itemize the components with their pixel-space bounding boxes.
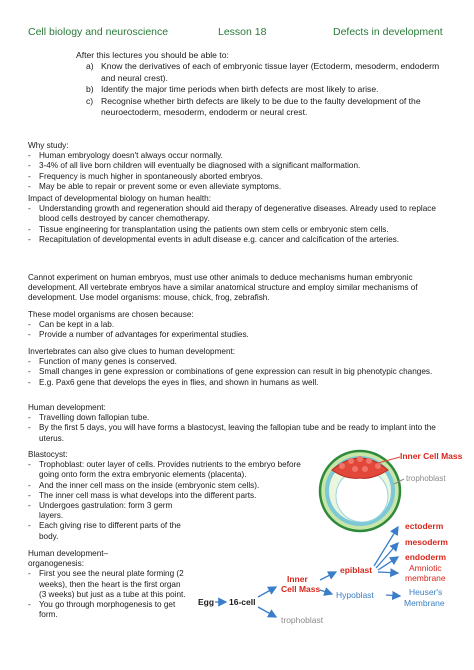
- egg-label: Egg: [198, 597, 215, 607]
- blastocyst-illustration: [320, 451, 463, 531]
- section-heading: Invertebrates can also give clues to human development:: [28, 347, 236, 356]
- objective-item: [76, 96, 446, 119]
- bullet-item: - And the inner cell mass on the inside (embryonic stem cells).: [28, 481, 318, 491]
- arrow: [386, 595, 400, 596]
- amniotic-membrane-label: Amniotic: [409, 563, 442, 573]
- section-heading: Blastocyst:: [28, 450, 68, 459]
- trophoblast-layer: [327, 458, 393, 524]
- header-course: Cell biology and neuroscience: [28, 26, 169, 38]
- arrow: [378, 572, 398, 573]
- trophoblast-label: trophoblast: [406, 474, 446, 483]
- endoderm-label: endoderm: [405, 552, 447, 562]
- section-blastocyst: [28, 450, 318, 542]
- objectives-intro: After this lectures you should be able to:: [76, 50, 229, 60]
- inner-cell-mass-label: Inner: [287, 574, 308, 584]
- bullet-item: - Understanding growth and regeneration should aid therapy of degenerative diseases. Already used to replace blood cells destroyed by cancer chemotherapy.: [28, 204, 448, 224]
- heusers-membrane-label: Heuser's: [409, 587, 443, 597]
- objective-item: [76, 61, 446, 84]
- section-why-study: [28, 141, 448, 192]
- section-heading: Impact of developmental biology on human health:: [28, 194, 211, 203]
- objective-text: Know the derivatives of each of embryonic tissue layer (Ectoderm, mesoderm, endoderm and neural crest).: [101, 61, 440, 83]
- section-heading: Human development:: [28, 403, 106, 412]
- hypoblast-label: Hypoblast: [336, 590, 374, 600]
- section-model-rationale: [28, 273, 448, 304]
- bullet-item: - The inner cell mass is what develops into the different parts.: [28, 491, 318, 501]
- bullet-item: - Undergoes gastrulation: form 3 germ layers.: [28, 501, 189, 521]
- objective-item: [76, 84, 446, 95]
- bullet-item: - Frequency is much higher in spontaneously aborted embryos.: [28, 172, 448, 182]
- bullet-item: - Provide a number of advantages for experimental studies.: [28, 330, 448, 340]
- bullet-item: - Function of many genes is conserved.: [28, 357, 448, 367]
- objective-text: Recognise whether birth defects are likely to be due to the faulty development of the neuroectoderm, mesoderm, endoderm or neural crest.: [101, 95, 421, 118]
- bullet-item: - By the first 5 days, you will have forms a blastocyst, leaving the fallopian tube and be ready to implant into the uterus.: [28, 423, 448, 443]
- section-model-organisms: [28, 310, 448, 341]
- heusers-membrane-label: Membrane: [404, 598, 445, 608]
- blastocoel-cavity: [336, 470, 388, 522]
- arrow: [378, 557, 398, 570]
- objective-letter: a): [86, 61, 94, 72]
- sixteen-cell-label: 16-cell: [229, 597, 256, 607]
- section-impact: [28, 194, 448, 245]
- arrow: [258, 607, 276, 617]
- epiblast-label: epiblast: [340, 565, 373, 575]
- section-human-development: [28, 403, 448, 444]
- inner-cell-mass-label: Cell Mass: [281, 584, 321, 594]
- bullet-item: - May be able to repair or prevent some or even alleviate symptoms.: [28, 182, 448, 192]
- section-invertebrates: [28, 347, 448, 388]
- bullet-item: - Each giving rise to different parts of the body.: [28, 521, 189, 541]
- section-organogenesis: [28, 549, 188, 620]
- section-heading: These model organisms are chosen because:: [28, 310, 194, 319]
- arrow: [376, 543, 398, 568]
- bullet-item: - First you see the neural plate forming (2 weeks), then the heart is the first organ (3 weeks) but just as a tube at this point.: [28, 569, 188, 600]
- section-heading: Why study:: [28, 141, 69, 150]
- bullet-item: - Tissue engineering for transplantation using the patients own stem cells or embryonic stem cells.: [28, 225, 448, 235]
- inner-cell-mass: [332, 458, 388, 478]
- objective-text: Identify the major time periods when birth defects are most likely to arise.: [101, 84, 379, 95]
- section-heading: Human development–organogenesis:: [28, 549, 109, 569]
- arrow: [258, 587, 276, 597]
- paragraph: Cannot experiment on human embryos, must use other animals to deduce mechanisms human embryonic development. All vertebrate embryos have a similar anatomical structure and employ similar mechanisms of development. Use model organisms: mouse, chick, frog, zebrafish.: [28, 273, 418, 303]
- objective-letter: c): [86, 95, 94, 106]
- amniotic-membrane-label: membrane: [405, 573, 446, 583]
- arrow: [374, 527, 398, 566]
- inner-cell-mass-label: Inner Cell Mass: [400, 451, 463, 461]
- trophoblast-label: trophoblast: [281, 615, 324, 625]
- bullet-item: - Recapitulation of developmental events in adult disease e.g. cancer and calcification of the arteries.: [28, 235, 448, 245]
- bullet-item: - Travelling down fallopian tube.: [28, 413, 448, 423]
- bullet-item: - Trophoblast: outer layer of cells. Provides nutrients to the embryo before going onto form the extra embryonic elements (placenta).: [28, 460, 318, 480]
- arrow: [320, 572, 336, 580]
- blastocyst-outer-ring: [320, 451, 400, 531]
- arrow: [320, 590, 332, 594]
- bullet-item: - Can be kept in a lab.: [28, 320, 448, 330]
- mesoderm-label: mesoderm: [405, 537, 448, 547]
- bullet-item: - You go through morphogenesis to get form.: [28, 600, 188, 620]
- header-lesson: Lesson 18: [218, 26, 267, 38]
- bullet-item: - 3-4% of all live born children will eventually be diagnosed with a significant malformation.: [28, 161, 448, 171]
- bullet-item: - Small changes in gene expression or combinations of gene expression can result in big phenotypic changes.: [28, 367, 448, 377]
- bullet-item: - E.g. Pax6 gene that develops the eyes in flies, and shown in humans as well.: [28, 378, 448, 388]
- ectoderm-label: ectoderm: [405, 521, 444, 531]
- objective-letter: b): [86, 84, 94, 95]
- learning-objectives: [76, 50, 446, 118]
- header-topic: Defects in development: [333, 26, 443, 38]
- bullet-item: - Human embryology doesn't always occur normally.: [28, 151, 448, 161]
